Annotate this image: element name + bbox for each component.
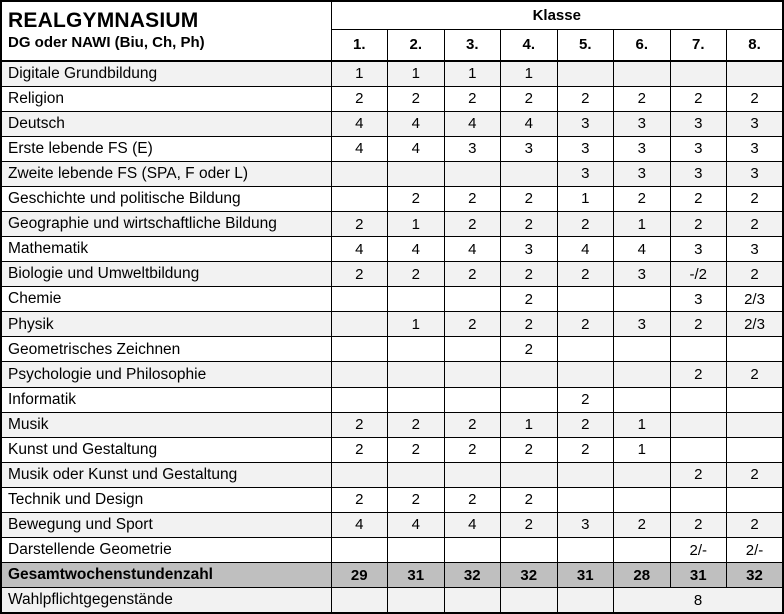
hours-cell: 3 [727, 161, 784, 186]
table-row [1, 287, 783, 312]
table-row [1, 362, 783, 387]
hours-cell [727, 412, 784, 437]
subject-label: Geographie und wirtschaftliche Bildung [1, 211, 331, 236]
table-row [1, 111, 783, 136]
table-row [1, 487, 783, 512]
hours-cell [557, 362, 614, 387]
hours-cell: 2 [727, 211, 784, 236]
hours-cell: 2 [501, 437, 558, 462]
hours-cell: 29 [331, 563, 388, 588]
hours-cell [331, 312, 388, 337]
hours-cell: 3 [557, 136, 614, 161]
class-column-header-4: 4. [501, 29, 558, 61]
hours-cell [614, 362, 671, 387]
table-row [1, 86, 783, 111]
hours-cell: 2 [614, 86, 671, 111]
hours-cell [557, 337, 614, 362]
hours-cell: 2 [501, 262, 558, 287]
hours-cell: 2 [444, 412, 501, 437]
hours-cell [444, 287, 501, 312]
hours-cell [331, 588, 388, 613]
hours-cell [331, 537, 388, 562]
hours-cell [388, 161, 445, 186]
hours-cell: 4 [388, 136, 445, 161]
hours-cell: 2 [444, 211, 501, 236]
hours-cell: 3 [557, 161, 614, 186]
hours-cell: 2 [444, 437, 501, 462]
hours-cell: 1 [388, 312, 445, 337]
subject-label: Technik und Design [1, 487, 331, 512]
hours-cell: 2 [501, 512, 558, 537]
hours-cell: 4 [501, 111, 558, 136]
hours-cell [388, 362, 445, 387]
hours-cell [614, 287, 671, 312]
hours-cell: 2 [501, 312, 558, 337]
hours-cell: 3 [670, 136, 727, 161]
hours-cell: 4 [331, 136, 388, 161]
hours-cell: 3 [501, 136, 558, 161]
hours-cell [331, 462, 388, 487]
hours-cell [557, 61, 614, 86]
hours-cell: 2 [331, 86, 388, 111]
hours-cell: 1 [331, 61, 388, 86]
subject-label: Musik oder Kunst und Gestaltung [1, 462, 331, 487]
class-column-header-1: 1. [331, 29, 388, 61]
hours-cell [670, 337, 727, 362]
hours-cell: 32 [444, 563, 501, 588]
hours-cell: 28 [614, 563, 671, 588]
hours-cell: 3 [670, 111, 727, 136]
hours-cell: 1 [388, 211, 445, 236]
hours-cell: 2 [727, 462, 784, 487]
hours-cell: 4 [331, 111, 388, 136]
hours-cell: 2 [501, 287, 558, 312]
hours-cell: 1 [614, 211, 671, 236]
hours-cell: 3 [727, 111, 784, 136]
class-column-header-6: 6. [614, 29, 671, 61]
hours-cell: 2 [388, 412, 445, 437]
hours-cell [444, 161, 501, 186]
hours-cell: 2 [388, 186, 445, 211]
hours-cell: 3 [614, 161, 671, 186]
hours-cell: 1 [614, 437, 671, 462]
hours-cell: 2 [501, 487, 558, 512]
hours-cell: 3 [727, 136, 784, 161]
hours-cell: 3 [614, 136, 671, 161]
subject-label: Physik [1, 312, 331, 337]
hours-cell: 2 [557, 211, 614, 236]
subject-label: Religion [1, 86, 331, 111]
hours-cell: 2 [388, 437, 445, 462]
hours-cell: 2 [670, 186, 727, 211]
hours-cell [670, 387, 727, 412]
hours-cell: 3 [557, 512, 614, 537]
hours-cell [670, 61, 727, 86]
hours-cell: 2 [331, 487, 388, 512]
hours-cell [727, 437, 784, 462]
table-row [1, 437, 783, 462]
hours-cell [331, 287, 388, 312]
hours-cell [388, 337, 445, 362]
table-row [1, 588, 783, 613]
hours-cell: 2/- [670, 537, 727, 562]
hours-cell [670, 487, 727, 512]
table-row [1, 136, 783, 161]
hours-cell: 2 [444, 262, 501, 287]
hours-cell: 2 [727, 86, 784, 111]
hours-cell: 2 [557, 312, 614, 337]
hours-cell: 2 [444, 487, 501, 512]
table-row [1, 462, 783, 487]
hours-cell [444, 362, 501, 387]
hours-cell: 2 [670, 462, 727, 487]
hours-cell [444, 537, 501, 562]
table-row [1, 563, 783, 588]
subject-label: Biologie und Umweltbildung [1, 262, 331, 287]
hours-cell: 2 [444, 86, 501, 111]
subject-label: Gesamtwochenstundenzahl [1, 563, 331, 588]
hours-cell [670, 412, 727, 437]
hours-cell [501, 387, 558, 412]
subject-label: Digitale Grundbildung [1, 61, 331, 86]
table-row [1, 237, 783, 262]
subject-label: Mathematik [1, 237, 331, 262]
hours-cell: 2 [614, 186, 671, 211]
hours-cell: 2 [670, 86, 727, 111]
hours-cell [727, 337, 784, 362]
hours-cell: 3 [614, 111, 671, 136]
hours-cell [727, 487, 784, 512]
hours-cell [331, 387, 388, 412]
hours-cell: 2 [331, 262, 388, 287]
hours-cell: 4 [331, 512, 388, 537]
hours-cell: 3 [614, 262, 671, 287]
hours-cell [557, 537, 614, 562]
subject-label: Wahlpflichtgegenstände [1, 588, 331, 613]
table-row [1, 312, 783, 337]
hours-cell: 3 [670, 161, 727, 186]
table-row [1, 512, 783, 537]
hours-cell: 2 [388, 86, 445, 111]
hours-cell: 1 [444, 61, 501, 86]
hours-cell: 1 [557, 186, 614, 211]
hours-cell: 2 [670, 362, 727, 387]
hours-cell [501, 362, 558, 387]
subject-label: Geometrisches Zeichnen [1, 337, 331, 362]
hours-cell: 2 [727, 262, 784, 287]
subject-label: Musik [1, 412, 331, 437]
hours-cell: 2 [670, 211, 727, 236]
page-subtitle: DG oder NAWI (Biu, Ch, Ph) [8, 33, 205, 51]
hours-cell: 3 [727, 237, 784, 262]
hours-cell: 1 [388, 61, 445, 86]
hours-cell [557, 588, 614, 613]
hours-cell: 2 [444, 186, 501, 211]
hours-cell: 2 [614, 512, 671, 537]
subject-label: Psychologie und Philosophie [1, 362, 331, 387]
hours-cell: 3 [501, 237, 558, 262]
hours-cell: 32 [501, 563, 558, 588]
subject-label: Kunst und Gestaltung [1, 437, 331, 462]
table-row [1, 61, 783, 86]
class-column-header-2: 2. [388, 29, 445, 61]
hours-cell: 4 [557, 237, 614, 262]
hours-cell [557, 462, 614, 487]
subject-label: Informatik [1, 387, 331, 412]
hours-cell: 2/- [727, 537, 784, 562]
hours-cell: 2 [444, 312, 501, 337]
subject-label: Deutsch [1, 111, 331, 136]
hours-cell: 2 [557, 437, 614, 462]
hours-cell [557, 487, 614, 512]
hours-cell: 2 [501, 186, 558, 211]
table-row [1, 337, 783, 362]
hours-cell: 2 [388, 262, 445, 287]
hours-cell: 2 [727, 362, 784, 387]
hours-cell: 2/3 [727, 287, 784, 312]
hours-cell: 31 [557, 563, 614, 588]
table-row [1, 262, 783, 287]
hours-cell: 2 [331, 211, 388, 236]
hours-cell [614, 387, 671, 412]
hours-cell: 2 [557, 387, 614, 412]
hours-cell [501, 537, 558, 562]
hours-cell: 2 [557, 262, 614, 287]
hours-cell: 2 [670, 512, 727, 537]
subject-label: Chemie [1, 287, 331, 312]
subject-label: Zweite lebende FS (SPA, F oder L) [1, 161, 331, 186]
hours-cell [670, 437, 727, 462]
hours-cell: 1 [501, 412, 558, 437]
hours-cell: 31 [388, 563, 445, 588]
hours-cell: 2 [388, 487, 445, 512]
klasse-header: Klasse [331, 1, 783, 29]
subject-label: Darstellende Geometrie [1, 537, 331, 562]
hours-cell: 32 [727, 563, 784, 588]
hours-cell: 3 [614, 312, 671, 337]
table-row [1, 186, 783, 211]
hours-cell [614, 61, 671, 86]
hours-cell [444, 337, 501, 362]
merged-hours-cell: 8 [614, 588, 784, 613]
hours-cell [614, 537, 671, 562]
hours-cell: 2 [557, 412, 614, 437]
hours-cell [331, 362, 388, 387]
hours-cell: 2 [501, 337, 558, 362]
subject-label: Bewegung und Sport [1, 512, 331, 537]
page-title: REALGYMNASIUM [8, 9, 199, 33]
hours-cell: 2 [331, 412, 388, 437]
hours-cell [614, 337, 671, 362]
hours-cell: 1 [501, 61, 558, 86]
table-row [1, 161, 783, 186]
hours-cell: 2 [670, 312, 727, 337]
hours-cell: 2/3 [727, 312, 784, 337]
hours-cell: 31 [670, 563, 727, 588]
hours-cell [614, 462, 671, 487]
hours-cell [501, 161, 558, 186]
subject-label: Erste lebende FS (E) [1, 136, 331, 161]
hours-cell: 2 [501, 211, 558, 236]
hours-cell: 4 [388, 237, 445, 262]
hours-cell: 3 [670, 237, 727, 262]
hours-cell: 4 [444, 512, 501, 537]
hours-cell [388, 537, 445, 562]
hours-cell [388, 287, 445, 312]
hours-cell [614, 487, 671, 512]
hours-cell [444, 588, 501, 613]
hours-cell: 3 [444, 136, 501, 161]
hours-cell [727, 387, 784, 412]
hours-cell [557, 287, 614, 312]
hours-cell: 4 [444, 111, 501, 136]
hours-cell: 2 [501, 86, 558, 111]
hours-cell: 2 [331, 437, 388, 462]
subject-label: Geschichte und politische Bildung [1, 186, 331, 211]
hours-cell [331, 186, 388, 211]
table-row [1, 387, 783, 412]
class-column-header-8: 8. [727, 29, 784, 61]
table-row [1, 211, 783, 236]
hours-cell: 2 [727, 186, 784, 211]
hours-cell [331, 337, 388, 362]
class-column-header-5: 5. [557, 29, 614, 61]
table-row [1, 537, 783, 562]
table-row [1, 412, 783, 437]
hours-cell [388, 387, 445, 412]
hours-cell: 4 [444, 237, 501, 262]
hours-cell: -/2 [670, 262, 727, 287]
hours-cell: 1 [614, 412, 671, 437]
hours-cell [444, 387, 501, 412]
table-title-cell [1, 1, 331, 61]
hours-cell: 3 [557, 111, 614, 136]
class-column-header-7: 7. [670, 29, 727, 61]
hours-cell [388, 588, 445, 613]
hours-cell [388, 462, 445, 487]
hours-cell: 4 [388, 512, 445, 537]
hours-cell [501, 588, 558, 613]
class-column-header-3: 3. [444, 29, 501, 61]
hours-cell: 3 [670, 287, 727, 312]
hours-cell: 2 [727, 512, 784, 537]
hours-cell [727, 61, 784, 86]
hours-cell: 4 [388, 111, 445, 136]
hours-cell [501, 462, 558, 487]
header-row [1, 1, 783, 29]
hours-cell: 2 [557, 86, 614, 111]
hours-cell: 4 [614, 237, 671, 262]
hours-cell: 4 [331, 237, 388, 262]
hours-cell [331, 161, 388, 186]
hours-cell [444, 462, 501, 487]
